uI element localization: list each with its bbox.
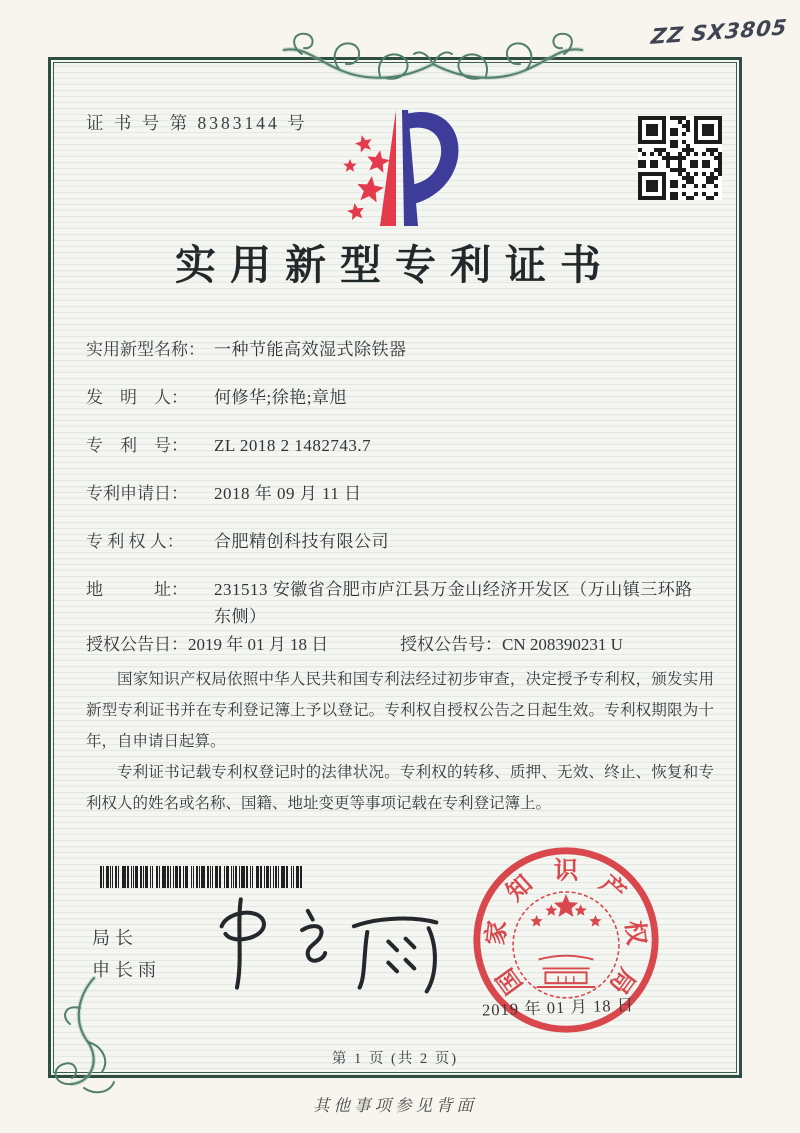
grant-no-value: CN 208390231 U <box>502 635 623 654</box>
page-number: 第 1 页 (共 2 页) <box>331 1051 459 1067</box>
field-row-address <box>86 576 714 630</box>
svg-text:知: 知 <box>501 870 538 907</box>
svg-text:识: 识 <box>553 857 579 885</box>
fields-section <box>86 336 714 651</box>
commissioner-name: 申长雨 <box>92 960 161 980</box>
field-label: 专利申请日： <box>86 484 188 503</box>
svg-text:权: 权 <box>620 919 650 947</box>
bottom-left-flourish-ornament-icon <box>34 976 134 1100</box>
field-row-name <box>86 336 714 363</box>
certificate-number: 证 书 号 第 8383144 号 <box>86 113 308 133</box>
field-value: 何修华;徐艳;章旭 <box>214 388 347 407</box>
grant-no-group <box>400 631 623 658</box>
signature-handwriting-icon <box>208 886 448 1001</box>
legal-paragraph: 国家知识产权局依照中华人民共和国专利法经过初步审查，决定授予专利权，颁发实用新型专利证书并在专利登记簿上予以登记。专利权自授权公告之日起生效。专利权期限为十年，自申请日起算。 <box>86 671 714 750</box>
footer-note: 其他事项参见背面 <box>313 1096 477 1115</box>
field-value: 2018 年 09 月 11 日 <box>214 484 362 503</box>
grant-date-value: 2019 年 01 月 18 日 <box>188 635 329 654</box>
commissioner-title: 局长 <box>92 928 138 948</box>
top-flourish-ornament-icon <box>268 24 598 88</box>
grant-date-label: 授权公告日： <box>86 635 188 654</box>
field-value: 合肥精创科技有限公司 <box>214 532 389 551</box>
qr-code-icon <box>638 116 722 200</box>
legal-paragraph: 专利证书记载专利权登记时的法律状况。专利权的转移、质押、无效、终止、恢复和专利权人的姓名或名称、国籍、地址变更等事项记载在专利登记簿上。 <box>86 764 714 812</box>
stamp-date: 2019 年 01 月 18 日 <box>481 995 635 1020</box>
field-value: 一种节能高效湿式除铁器 <box>214 340 407 359</box>
grant-row <box>86 631 714 658</box>
field-row-patentee <box>86 528 714 555</box>
svg-text:产: 产 <box>594 870 631 907</box>
field-row-filing-date <box>86 480 714 507</box>
field-label: 专 利 权 人： <box>86 532 184 551</box>
grant-no-label: 授权公告号： <box>400 635 502 654</box>
svg-text:局: 局 <box>603 962 641 999</box>
field-value: 231513 安徽省合肥市庐江县万金山经济开发区（万山镇三环路东侧） <box>214 580 693 626</box>
field-label: 发 明 人： <box>86 388 188 407</box>
field-value: ZL 2018 2 1482743.7 <box>214 436 372 455</box>
field-row-patent-no <box>86 432 714 459</box>
field-label: 地 址： <box>86 580 188 599</box>
cnipa-patent-logo-icon <box>334 104 466 234</box>
barcode-icon <box>100 866 305 888</box>
handwritten-code: ZZ SX3805 <box>650 15 790 49</box>
field-label: 实用新型名称： <box>86 340 205 359</box>
field-label: 专 利 号： <box>86 436 188 455</box>
svg-text:家: 家 <box>482 919 512 947</box>
svg-text:国: 国 <box>491 962 529 999</box>
certificate-title: 实用新型专利证书 <box>175 242 615 288</box>
legal-text-section <box>86 664 714 819</box>
field-row-inventors <box>86 384 714 411</box>
